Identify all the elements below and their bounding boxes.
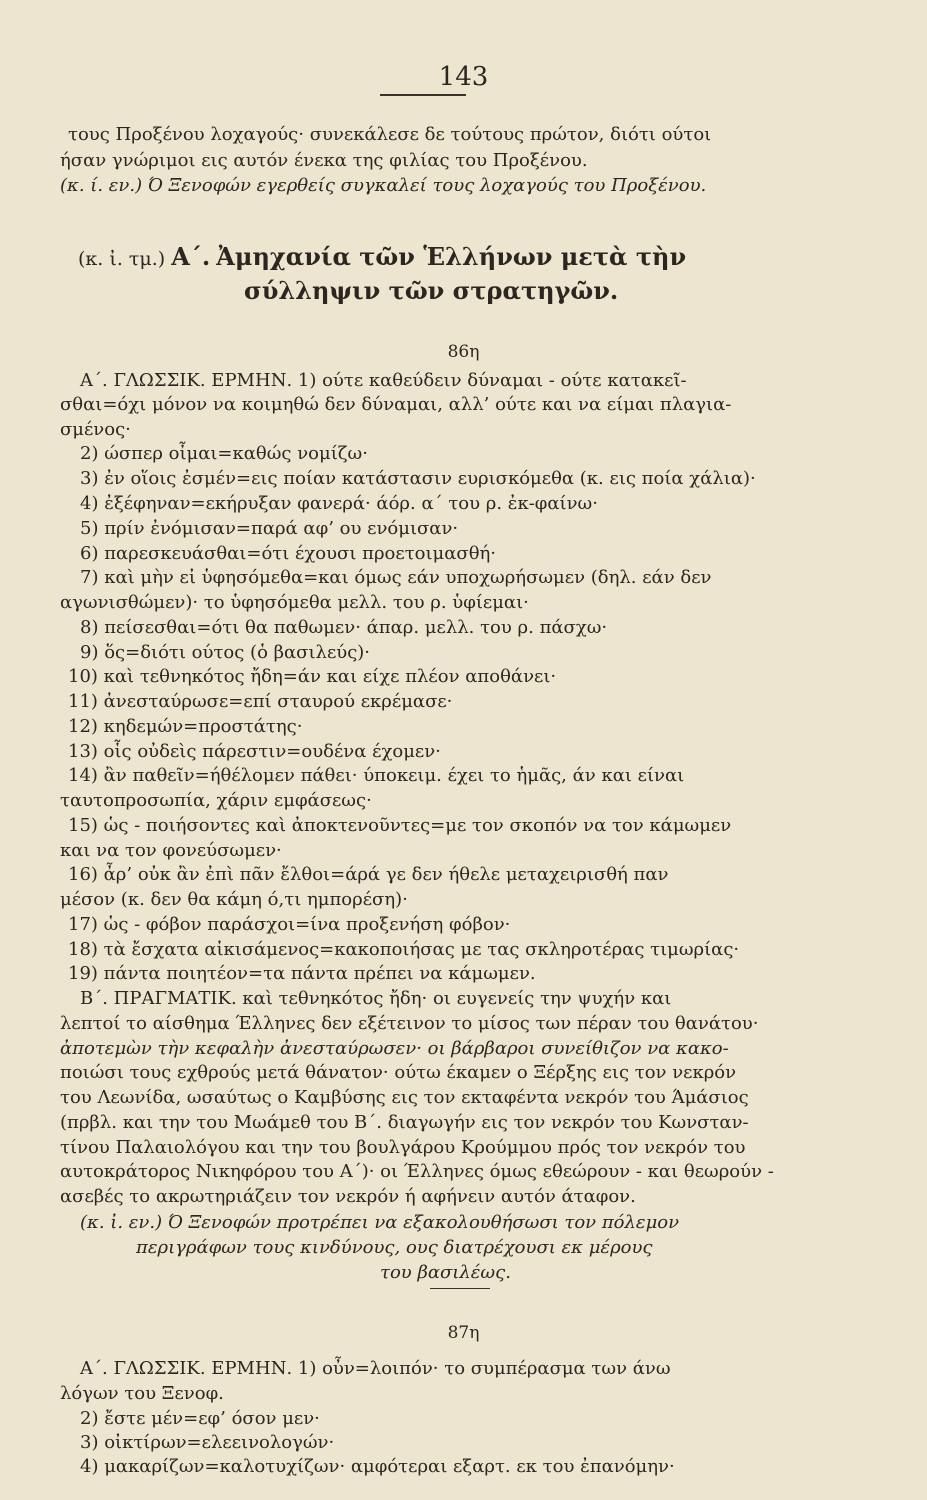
s87-line: 2) ἔστε μέν=εφ’ όσον μεν· bbox=[80, 1408, 320, 1429]
s86-summary-line: του βασιλέως. bbox=[380, 1262, 511, 1283]
s86-line: 9) ὅς=διότι ούτος (ὁ βασιλεύς)· bbox=[80, 642, 371, 663]
s86-line: 8) πείσεσθαι=ότι θα παθωμεν· άπαρ. μελλ. του ρ. πάσχω· bbox=[80, 617, 608, 638]
s87-line: 3) οἰκτίρων=ελεεινολογών· bbox=[80, 1432, 335, 1453]
s86-line: Β΄. ΠΡΑΓΜΑΤΙΚ. καὶ τεθνηκότος ἤδη· οι ευγενείς την ψυχήν και bbox=[80, 988, 672, 1009]
s86-line: του Λεωνίδα, ωσαύτως ο Καμβύσης εις τον εκταφέντα νεκρόν του Άμάσιος bbox=[60, 1087, 749, 1108]
s86-line: λεπτοί το αίσθημα Έλληνες δεν εξέτεινον το μίσος των πέραν του θανάτου· bbox=[60, 1013, 759, 1034]
s86-line: σμένος· bbox=[60, 419, 131, 440]
s86-line: Α΄. ΓΛΩΣΣΙΚ. ΕΡΜΗΝ. 1) ούτε καθεύδειν δύναμαι - ούτε κατακεῖ- bbox=[80, 370, 687, 391]
s86-line: 2) ώσπερ οἶμαι=καθώς νομίζω· bbox=[80, 443, 368, 464]
section-heading-line2: σύλληψιν τῶν στρατηγῶν. bbox=[244, 276, 619, 305]
top-summary-line: (κ. ί. εν.) Ό Ξενοφών εγερθείς συγκαλεί τους λοχαγούς του Προξένου. bbox=[60, 175, 707, 196]
s86-line: 7) καὶ μὴν εἰ ὑφησόμεθα=και όμως εάν υποχωρήσωμεν (δηλ. εάν δεν bbox=[80, 567, 712, 588]
s86-line: 13) οἷς οὐδεὶς πάρεστιν=ουδένα έχομεν· bbox=[68, 741, 441, 762]
s86-line: 19) πάντα ποιητέον=τα πάντα πρέπει να κάμωμεν. bbox=[68, 963, 536, 984]
s86-line: 4) ἐξέφηναν=εκήρυξαν φανερά· άόρ. α΄ του ρ. ἐκ-φαίνω· bbox=[80, 493, 598, 514]
section-86-number: 86η bbox=[447, 342, 480, 362]
s87-line: Α΄. ΓΛΩΣΣΙΚ. ΕΡΜΗΝ. 1) οὖν=λοιπόν· το συμπέρασμα των άνω bbox=[80, 1358, 671, 1379]
section-heading-prefix: (κ. ἰ. τμ.) bbox=[78, 248, 166, 270]
s86-line: 5) πρίν ἐνόμισαν=παρά αφ’ ου ενόμισαν· bbox=[80, 518, 459, 539]
s86-line: 17) ὡς - φόβον παράσχοι=ίνα προξενήση φόβον· bbox=[68, 914, 511, 935]
s86-line: ἀποτεμὼν τὴν κεφαλὴν ἀνεσταύρωσεν· οι βάρβαροι συνείθιζον να κακο- bbox=[60, 1038, 729, 1059]
section-heading-letter: Α΄. bbox=[171, 242, 211, 271]
s86-line: 16) ἆρ’ οὐκ ἂν ἐπὶ πᾶν ἔλθοι=άρά γε δεν ήθελε μεταχειρισθή παν bbox=[68, 864, 669, 885]
section-87-number: 87η bbox=[447, 1323, 480, 1343]
s86-line: 14) ἂν παθεῖν=ήθέλομεν πάθει· ύποκειμ. έχει το ἡμᾶς, άν και είναι bbox=[68, 765, 685, 786]
s86-line: (πρβλ. και την του Μωάμεθ του Β΄. διαγωγήν εις τον νεκρόν του Κωνσταν- bbox=[60, 1112, 749, 1133]
section-divider bbox=[430, 1288, 490, 1289]
s86-line: 15) ὡς - ποιήσοντες καὶ ἀποκτενοῦντες=με τον σκοπόν να τον κάμωμεν bbox=[68, 815, 732, 836]
s86-summary-line: περιγράφων τους κινδύνους, ους διατρέχουσι εκ μέρους bbox=[136, 1237, 653, 1258]
s86-line: και να τον φονεύσωμεν· bbox=[60, 840, 282, 861]
s86-line: τίνου Παλαιολόγου και την του βουλγάρου Κρούμμου πρός τον νεκρόν του bbox=[60, 1137, 746, 1158]
s86-line: 18) τὰ ἔσχατα αἰκισάμενος=κακοποιήσας με τας σκληροτέρας τιμωρίας· bbox=[68, 939, 740, 960]
page-number: 143 bbox=[438, 62, 489, 92]
s86-line: μέσον (κ. δεν θα κάμη ό,τι ημπορέση)· bbox=[60, 889, 408, 910]
s87-line: 4) μακαρίζων=καλοτυχίζων· αμφότεραι εξαρτ. εκ του ἐπανόμην· bbox=[80, 1456, 675, 1477]
s86-line: σθαι=όχι μόνον να κοιμηθώ δεν δύναμαι, αλλ’ ούτε και να είμαι πλαγια- bbox=[60, 394, 732, 415]
page-number-rule bbox=[380, 94, 466, 96]
s86-line: 3) ἐν οἵοις ἐσμέν=εις ποίαν κατάστασιν ευρισκόμεθα (κ. εις ποία χάλια)· bbox=[80, 468, 756, 489]
s86-summary-line: (κ. ἰ. εν.) Ό Ξενοφών προτρέπει να εξακολουθήσωσι τον πόλεμον bbox=[80, 1212, 680, 1233]
top-line-2: ήσαν γνώριμοι εις αυτόν ένεκα της φιλίας του Προξένου. bbox=[60, 150, 588, 171]
s86-line: 10) καὶ τεθνηκότος ἤδη=άν και είχε πλέον αποθάνει· bbox=[68, 666, 557, 687]
section-heading-title: Ἀμηχανία τῶν Ἑλλήνων μετὰ τὴν bbox=[216, 242, 687, 271]
s86-line: ποιώσι τους εχθρούς μετά θάνατον· ούτω έκαμεν ο Ξέρξης εις τον νεκρόν bbox=[60, 1062, 737, 1083]
s87-line: λόγων του Ξενοφ. bbox=[60, 1383, 224, 1404]
s86-line: 6) παρεσκευάσθαι=ότι έχουσι προετοιμασθή· bbox=[80, 543, 497, 564]
s86-line: αγωνισθώμεν)· το ὑφησόμεθα μελλ. του ρ. ὑφίεμαι· bbox=[60, 592, 529, 613]
top-line-1: τους Προξένου λοχαγούς· συνεκάλεσε δε τούτους πρώτον, διότι ούτοι bbox=[68, 124, 712, 145]
s86-line: 11) ἀνεσταύρωσε=επί σταυρού εκρέμασε· bbox=[68, 691, 453, 712]
s86-line: ασεβές το ακρωτηριάζειν τον νεκρόν ή αφήνειν αυτόν άταφον. bbox=[60, 1186, 636, 1207]
s86-line: ταυτοπροσωπία, χάριν εμφάσεως· bbox=[60, 790, 372, 811]
s86-line: αυτοκράτορος Νικηφόρου του Α΄)· οι Έλληνες όμως εθεώρουν - και θεωρούν - bbox=[60, 1161, 774, 1182]
s86-line: 12) κηδεμών=προστάτης· bbox=[68, 716, 303, 737]
section-heading-line1 bbox=[78, 242, 687, 271]
